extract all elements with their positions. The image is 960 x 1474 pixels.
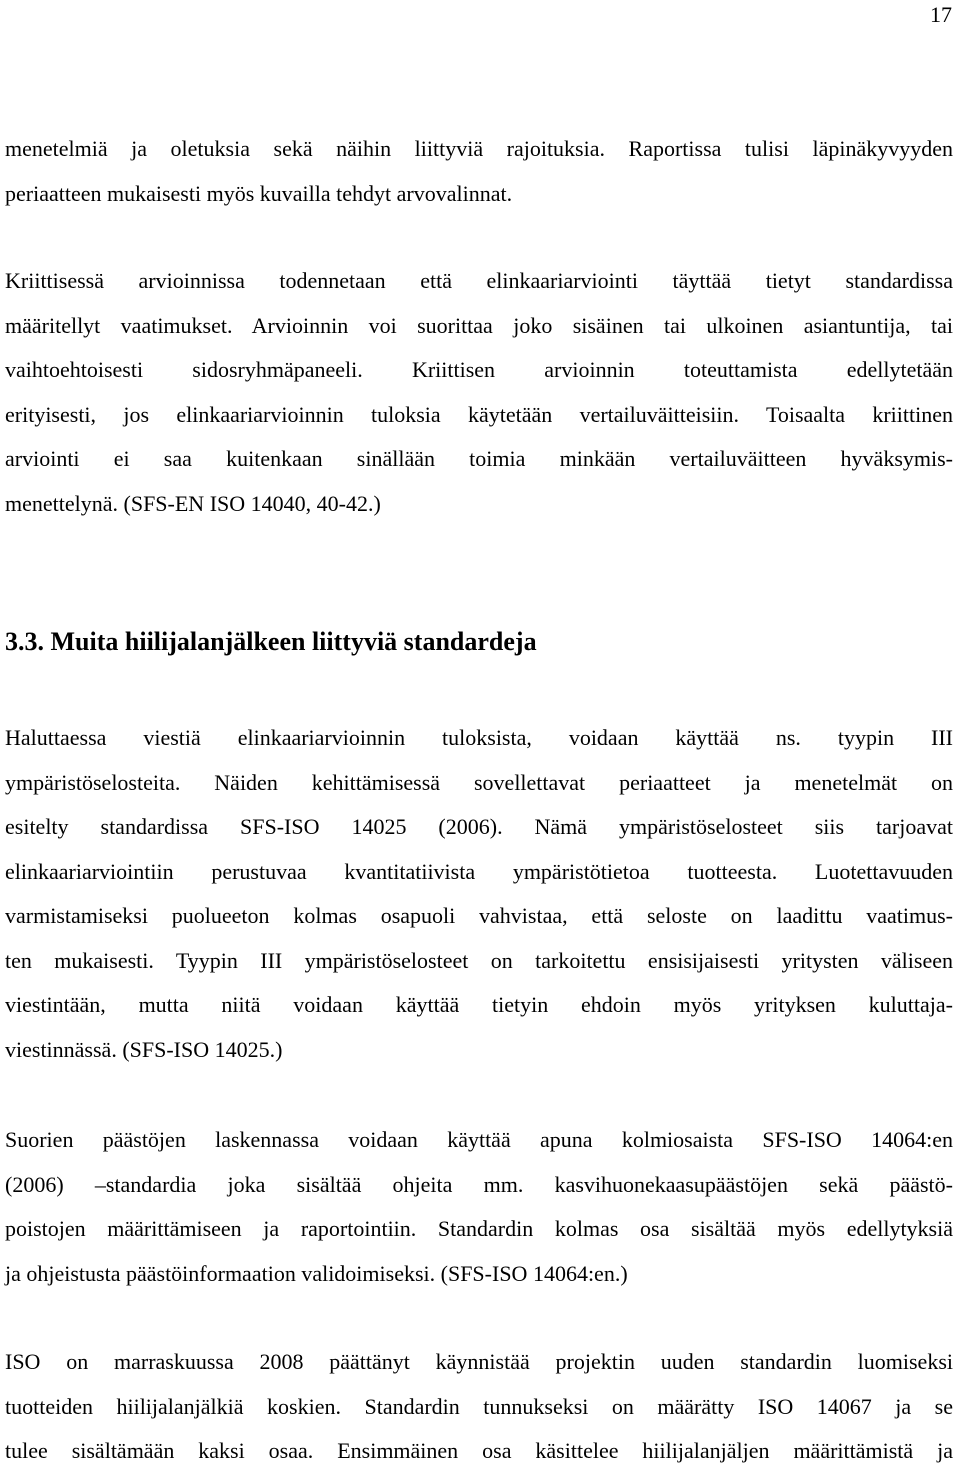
text-line: määritellyt vaatimukset. Arvioinnin voi suorittaa joko sisäinen tai ulkoinen asiantuntija, tai (5, 312, 953, 338)
text-line: menetelmiä ja oletuksia sekä näihin liittyviä rajoituksia. Raportissa tulisi läpinäkyvyyden (5, 136, 953, 161)
text-line: vaihtoehtoisesti sidosryhmäpaneeli. Kriittisen arvioinnin toteuttamista edellytetään (5, 357, 953, 382)
text-line: tuotteiden hiilijalanjälkiä koskien. Standardin tunnukseksi on määrätty ISO 14067 ja se (5, 1393, 953, 1419)
text-line: erityisesti, jos elinkaariarvioinnin tuloksia käytetään vertailuväitteisiin. Toisaalta kriittinen (5, 401, 953, 427)
section-paragraph-2 (5, 1118, 953, 1296)
text-line: menettelynä. (SFS-EN ISO 14040, 40-42.) (5, 490, 381, 516)
text-line: (2006) –standardia joka sisältää ohjeita mm. kasvihuonekaasupäästöjen sekä päästö- (5, 1171, 953, 1197)
page-number: 17 (930, 2, 952, 27)
text-line: ympäristöselosteita. Näiden kehittämisessä sovellettavat periaatteet ja menetelmät on (5, 769, 953, 795)
section-heading: 3.3. Muita hiilijalanjälkeen liittyviä standardeja (5, 627, 537, 656)
text-line: esitelty standardissa SFS-ISO 14025 (2006). Nämä ympäristöselosteet siis tarjoavat (5, 814, 953, 839)
paragraph-2 (5, 259, 953, 526)
text-line: ISO on marraskuussa 2008 päättänyt käynnistää projektin uuden standardin luomiseksi (5, 1349, 953, 1374)
text-line: Kriittisessä arvioinnissa todennetaan että elinkaariarviointi täyttää tietyt standardissa (5, 268, 953, 293)
text-line: viestintään, mutta niitä voidaan käyttää tietyin ehdoin myös yrityksen kuluttaja- (5, 992, 953, 1017)
text-line: ja ohjeistusta päästöinformaation validoimiseksi. (SFS-ISO 14064:en.) (5, 1260, 628, 1286)
paragraph-1 (5, 127, 953, 216)
text-line: varmistamiseksi puolueeton kolmas osapuoli vahvistaa, että seloste on laadittu vaatimus- (5, 903, 953, 928)
section-paragraph-3 (5, 1340, 953, 1474)
text-line: Haluttaessa viestiä elinkaariarvioinnin tuloksista, voidaan käyttää ns. tyypin III (5, 725, 953, 750)
text-line: Suorien päästöjen laskennassa voidaan käyttää apuna kolmiosaista SFS-ISO 14064:en (5, 1127, 953, 1152)
text-line: tulee sisältämään kaksi osaa. Ensimmäinen osa käsittelee hiilijalanjäljen määrittämistä ja (5, 1438, 953, 1463)
text-line: elinkaariarviointiin perustuvaa kvantitatiivista ympäristötietoa tuotteesta. Luotettavuuden (5, 858, 953, 884)
text-line: ten mukaisesti. Tyypin III ympäristöselosteet on tarkoitettu ensisijaisesti yritysten väliseen (5, 947, 953, 973)
text-line: periaatteen mukaisesti myös kuvailla tehdyt arvovalinnat. (5, 180, 513, 206)
text-line: viestinnässä. (SFS-ISO 14025.) (5, 1036, 283, 1062)
text-line: poistojen määrittämiseen ja raportointiin. Standardin kolmas osa sisältää myös edellytyksiä (5, 1216, 953, 1241)
text-line: arviointi ei saa kuitenkaan sinällään toimia minkään vertailuväitteen hyväksymis- (5, 446, 953, 471)
section-paragraph-1 (5, 716, 953, 1072)
